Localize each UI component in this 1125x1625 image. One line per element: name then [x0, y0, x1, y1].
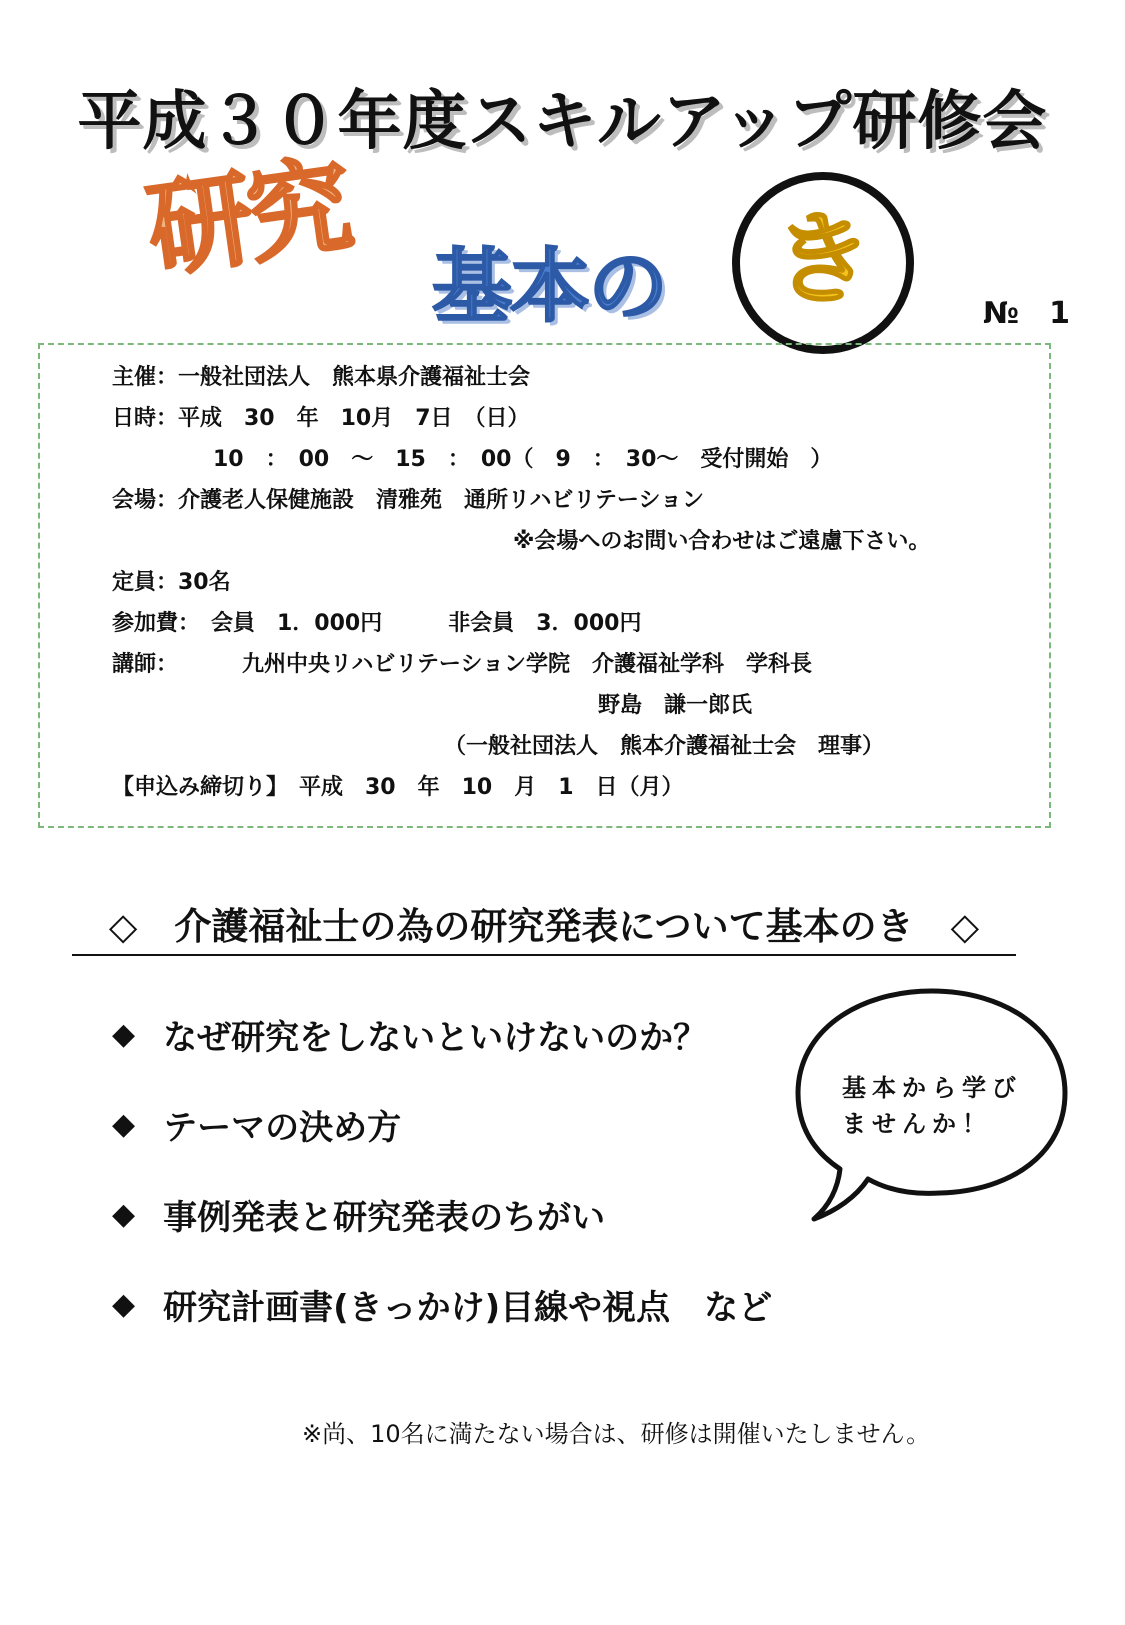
list-item — [112, 1010, 707, 1059]
diamond-icon: ◆ — [112, 1197, 136, 1232]
page-title: 平成３０年度スキルアップ研修会 — [77, 85, 1048, 159]
lecturer-affiliation: 九州中央リハビリテーション学院 介護福祉学科 学科長 — [242, 652, 813, 677]
fee-line: 参加費： 会員 1．000円 非会員 3．000円 — [112, 611, 642, 636]
list-item-text: なぜ研究をしないといけないのか？ — [163, 1018, 708, 1058]
venue-line: 会場：介護老人保健施設 清雅苑 通所リハビリテーション — [112, 488, 705, 513]
list-item-text: テーマの決め方 — [163, 1108, 402, 1148]
section-heading: ◇ 介護福祉士の為の研究発表について基本のき ◇ — [72, 896, 1016, 956]
issue-number: № 1 — [983, 296, 1070, 331]
list-item-text: 研究計画書(きっかけ)目線や視点 など — [163, 1288, 773, 1328]
footnote: ※尚、10名に満たない場合は、研修は開催いたしません。 — [302, 1420, 931, 1448]
capacity-line: 定員：30名 — [112, 570, 231, 595]
diamond-icon: ◆ — [112, 1017, 136, 1052]
art-ki-text: き — [773, 201, 873, 318]
art-kenkyu-text: 研究 — [140, 143, 356, 293]
venue-note: ※会場へのお問い合わせはご遠慮下さい。 — [513, 529, 931, 554]
list-item-text: 事例発表と研究発表のちがい — [163, 1198, 606, 1238]
speech-bubble-text: 基本から学び ませんか！ — [842, 1074, 1022, 1138]
organizer-line: 主催：一般社団法人 熊本県介護福祉士会 — [112, 365, 531, 390]
lecturer-name: 野島 謙一郎氏 — [598, 693, 753, 718]
list-item — [112, 1280, 772, 1329]
lecturer-role: （一般社団法人 熊本介護福祉士会 理事） — [444, 734, 885, 759]
diamond-icon: ◆ — [112, 1287, 136, 1322]
lecturer-label: 講師： — [112, 652, 179, 677]
deadline-line: 【申込み締切り】 平成 30 年 10 月 1 日（月） — [112, 775, 684, 800]
art-kihon-no-text: 基本の — [432, 240, 666, 333]
time-line: 10 ： 00 ～ 15 ： 00（ 9 ： 30～ 受付開始 ） — [213, 447, 833, 472]
list-item — [112, 1100, 401, 1149]
diamond-icon: ◆ — [112, 1107, 136, 1142]
ki-circle — [732, 172, 914, 354]
list-item — [112, 1190, 605, 1239]
date-line: 日時：平成 30 年 10月 7日 （日） — [112, 406, 530, 431]
